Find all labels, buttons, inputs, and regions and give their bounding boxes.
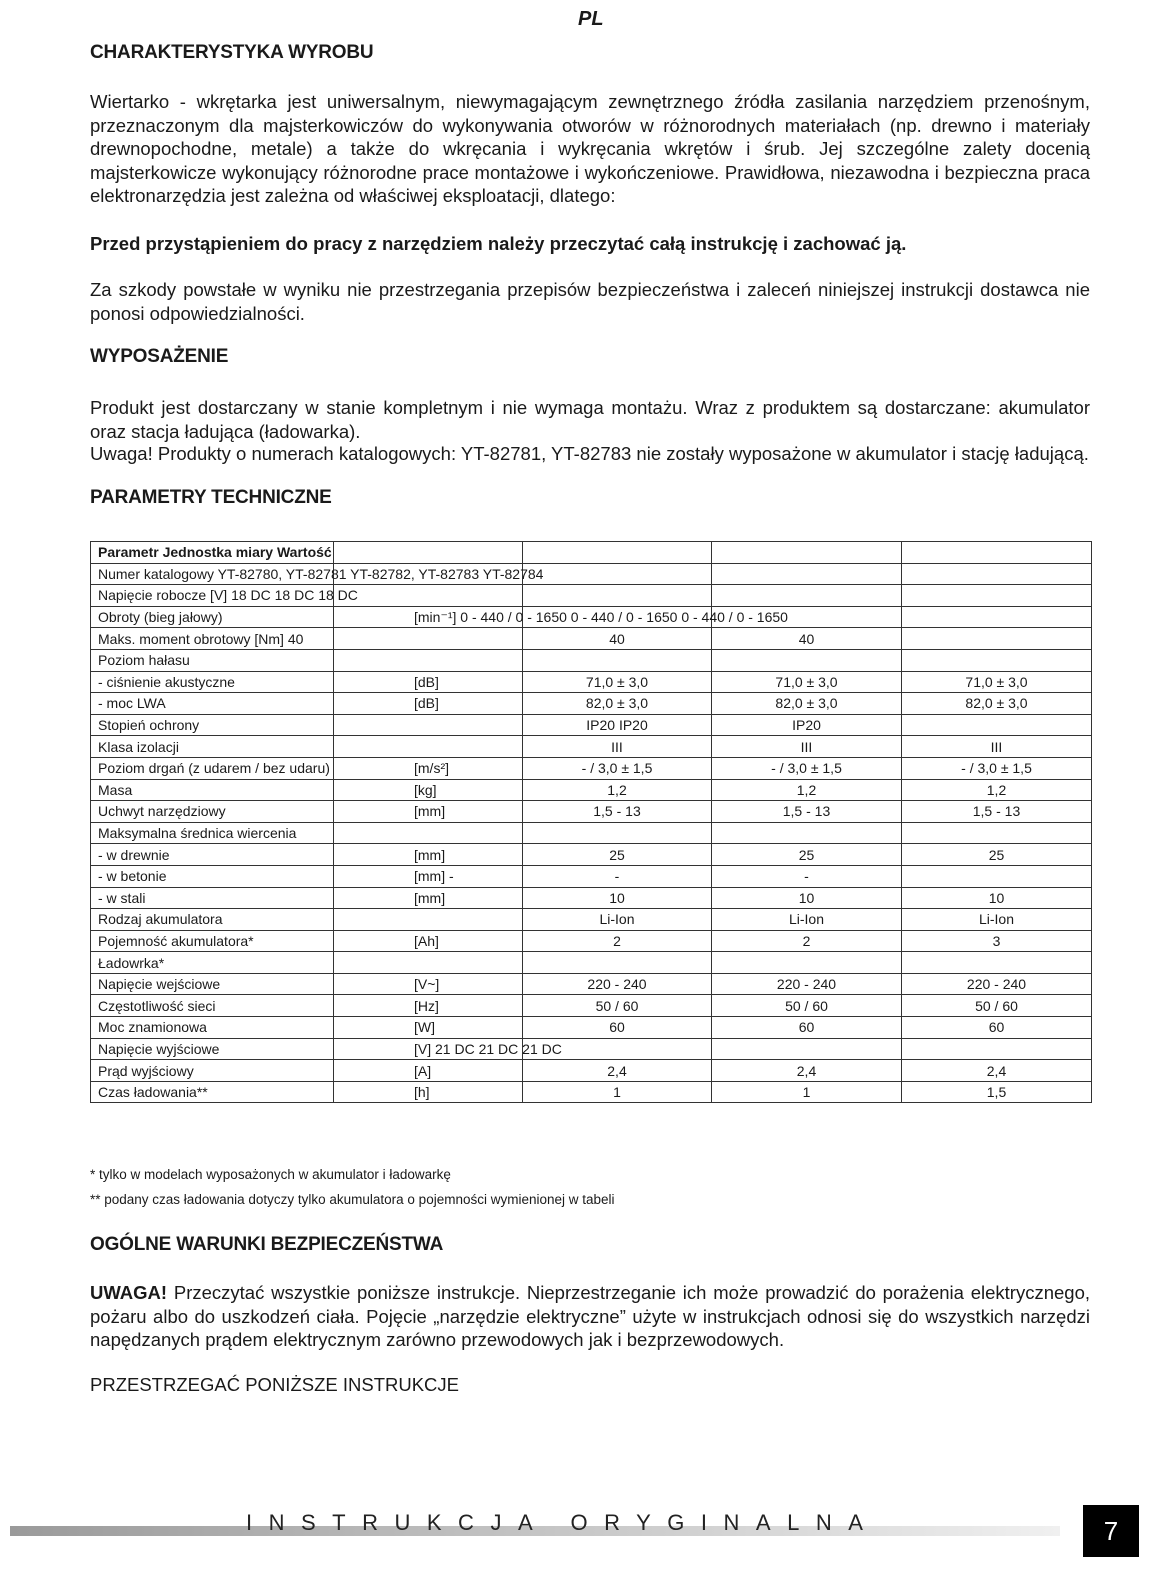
value-cell [523,649,712,671]
unit-cell: [dB] [334,693,523,715]
table-header-row [91,542,1092,564]
unit-cell: [h] [334,1081,523,1103]
value-cell: 220 - 240 [902,973,1092,995]
empty-cell [902,606,1092,628]
param-cell: Maksymalna średnica wiercenia [91,822,334,844]
value-cell: 2,4 [523,1060,712,1082]
value-cell: - / 3,0 ± 1,5 [523,757,712,779]
param-cell: Napięcie wyjściowe [91,1038,334,1060]
equipment-paragraph: Produkt jest dostarczany w stanie kompletnym i nie wymaga montażu. Wraz z produktem są dostarczane: akumulator oraz stacja ładująca (ładowarka). [90,397,1090,442]
param-cell: Napięcie wejściowe [91,973,334,995]
param-cell: Prąd wyjściowy [91,1060,334,1082]
table-row [91,1017,1092,1039]
param-cell: Klasa izolacji [91,736,334,758]
empty-cell [712,563,902,585]
value-cell: Li-Ion [523,909,712,931]
value-cell: III [902,736,1092,758]
value-cell: 1,5 - 13 [712,801,902,823]
table-row [91,671,1092,693]
value-cell: 10 [712,887,902,909]
param-cell: Poziom drgań (z udarem / bez udaru) [91,757,334,779]
table-row [91,930,1092,952]
safety-heading: OGÓLNE WARUNKI BEZPIECZEŃSTWA [90,1234,444,1255]
table-row [91,865,1092,887]
unit-cell: [V] 21 DC 21 DC 21 DC [334,1038,523,1060]
unit-cell: [m/s²] [334,757,523,779]
safety-warning-paragraph [90,1281,1090,1352]
value-cell: 60 [523,1017,712,1039]
value-cell: 60 [712,1017,902,1039]
value-cell: 50 / 60 [712,995,902,1017]
unit-cell [334,649,523,671]
value-cell: 50 / 60 [523,995,712,1017]
value-cell: - [523,865,712,887]
param-cell: Obroty (bieg jałowy) [91,606,334,628]
value-cell: III [712,736,902,758]
table-row [91,844,1092,866]
table-row [91,714,1092,736]
value-cell: 40 [712,628,902,650]
language-label: PL [578,8,604,30]
param-cell: Rodzaj akumulatora [91,909,334,931]
value-cell: 2,4 [902,1060,1092,1082]
value-cell: 1,5 - 13 [902,801,1092,823]
equipment-note: Uwaga! Produkty o numerach katalogowych: YT-82781, YT-82783 nie zostały wyposażone w akumulator i stację ładującą. [90,443,1089,464]
param-cell: Masa [91,779,334,801]
follow-instructions: PRZESTRZEGAĆ PONIŻSZE INSTRUKCJE [90,1374,460,1395]
value-cell: 1 [523,1081,712,1103]
param-cell: Uchwyt narzędziowy [91,801,334,823]
value-cell [902,865,1092,887]
value-cell: 2 [712,930,902,952]
value-cell: 82,0 ± 3,0 [523,693,712,715]
param-cell: Pojemność akumulatora* [91,930,334,952]
warning-label: UWAGA! [90,1282,168,1303]
characteristics-paragraph: Wiertarko - wkrętarka jest uniwersalnym, niewymagającym zewnętrznego źródła zasilania narzędziem przenośnym, przeznaczonym dla majsterkowiczów do wykonywania otworów w różnorodnych materiałach (np. drewno i materiały drewnopochodne, metale) a także do wkręcania i wykręcania wkrętów i śrub. Jej szczególne zalety docenią majsterkowicze wykonujący różnorodne prace montażowe i wykończeniowe. Prawidłowa, niezawodna i bezpieczna praca elektronarzędzia jest zależna od właściwej eksploatacji, dlatego: [90,91,1090,206]
param-cell: - w betonie [91,865,334,887]
table-row [91,952,1092,974]
value-cell: 1,2 [523,779,712,801]
unit-cell: [V~] [334,973,523,995]
table-row [91,563,1092,585]
table-row [91,693,1092,715]
value-cell: - / 3,0 ± 1,5 [712,757,902,779]
unit-cell: [A] [334,1060,523,1082]
table-row [91,1081,1092,1103]
value-cell [902,649,1092,671]
unit-cell: [kg] [334,779,523,801]
empty-cell [712,585,902,607]
value-cell [902,628,1092,650]
footnote-battery: * tylko w modelach wyposażonych w akumulator i ładowarkę [90,1167,451,1182]
param-cell: Moc znamionowa [91,1017,334,1039]
unit-cell: [min⁻¹] 0 - 440 / 0 - 1650 0 - 440 / 0 - 1650 0 - 440 / 0 - 1650 [334,606,523,628]
table-row [91,757,1092,779]
value-cell: 10 [523,887,712,909]
unit-cell: [Ah] [334,930,523,952]
param-cell: Poziom hałasu [91,649,334,671]
warning-text: Przeczytać wszystkie poniższe instrukcje. Nieprzestrzeganie ich może prowadzić do porażenia elektrycznego, pożaru albo do uszkodzeń ciała. Pojęcie „narzędzie elektryczne” użyte w instrukcjach odnosi się do wszystkich narzędzi napędzanych prądem elektrycznym zarówno przewodowych jak i bezprzewodowych. [90,1282,1090,1350]
footer-title: INSTRUKCJA ORYGINALNA [246,1510,880,1535]
unit-cell [334,736,523,758]
equipment-heading: WYPOSAŻENIE [90,346,229,367]
value-cell [902,822,1092,844]
param-cell: Czas ładowania** [91,1081,334,1103]
value-cell: 82,0 ± 3,0 [902,693,1092,715]
value-cell [902,714,1092,736]
empty-cell [523,563,712,585]
unit-cell [334,822,523,844]
technical-parameters-table [90,541,1092,1103]
value-cell: 60 [902,1017,1092,1039]
unit-cell: [mm] - [334,865,523,887]
param-cell: Częstotliwość sieci [91,995,334,1017]
table-row [91,995,1092,1017]
value-cell: 40 [523,628,712,650]
value-cell: 50 / 60 [902,995,1092,1017]
table-row [91,1038,1092,1060]
value-cell: 1,2 [712,779,902,801]
value-cell: 2,4 [712,1060,902,1082]
value-cell: 2 [523,930,712,952]
unit-cell [334,952,523,974]
footnote-charge-time: ** podany czas ładowania dotyczy tylko akumulatora o pojemności wymienionej w tabeli [90,1192,615,1207]
param-cell: Maks. moment obrotowy [Nm] 40 [91,628,334,650]
unit-cell: [mm] [334,887,523,909]
table-header-cell: Parametr Jednostka miary Wartość [91,542,334,564]
value-cell: 1,2 [902,779,1092,801]
param-cell: - moc LWA [91,693,334,715]
value-cell [523,952,712,974]
value-cell: - [712,865,902,887]
value-cell: 1,5 - 13 [523,801,712,823]
value-cell: 220 - 240 [523,973,712,995]
unit-cell: [mm] [334,844,523,866]
value-cell [523,822,712,844]
unit-cell [334,714,523,736]
param-cell: - w stali [91,887,334,909]
technical-heading: PARAMETRY TECHNICZNE [90,487,332,508]
param-cell: Stopień ochrony [91,714,334,736]
table-row [91,973,1092,995]
value-cell [902,952,1092,974]
param-cell: Ładowrka* [91,952,334,974]
unit-cell [334,909,523,931]
table-row [91,736,1092,758]
value-cell [712,952,902,974]
value-cell: 25 [712,844,902,866]
table-row [91,1060,1092,1082]
table-row [91,887,1092,909]
value-cell [712,649,902,671]
value-cell: 220 - 240 [712,973,902,995]
param-cell: Napięcie robocze [V] 18 DC 18 DC 18 DC [91,585,334,607]
empty-cell [523,585,712,607]
table-row [91,628,1092,650]
empty-cell [334,585,523,607]
param-cell: - w drewnie [91,844,334,866]
table-row [91,822,1092,844]
characteristics-heading: CHARAKTERYSTYKA WYROBU [90,42,374,63]
value-cell: 71,0 ± 3,0 [902,671,1092,693]
value-cell: 10 [902,887,1092,909]
value-cell [712,822,902,844]
value-cell: 1 [712,1081,902,1103]
empty-cell [902,563,1092,585]
value-cell: IP20 [712,714,902,736]
unit-cell: [dB] [334,671,523,693]
value-cell: 3 [902,930,1092,952]
read-instructions-notice: Przed przystąpieniem do pracy z narzędziem należy przeczytać całą instrukcję i zachować ją. [90,233,907,254]
value-cell: 71,0 ± 3,0 [712,671,902,693]
value-cell: 82,0 ± 3,0 [712,693,902,715]
value-cell: III [523,736,712,758]
value-cell: 25 [902,844,1092,866]
empty-cell [902,585,1092,607]
value-cell: Li-Ion [902,909,1092,931]
table-row [91,606,1092,628]
value-cell: - / 3,0 ± 1,5 [902,757,1092,779]
value-cell: Li-Ion [712,909,902,931]
liability-paragraph: Za szkody powstałe w wyniku nie przestrzegania przepisów bezpieczeństwa i zaleceń niniejszej instrukcji dostawca nie ponosi odpowiedzialności. [90,279,1090,324]
param-cell: - ciśnienie akustyczne [91,671,334,693]
value-cell: 25 [523,844,712,866]
empty-cell [902,1038,1092,1060]
table-row [91,585,1092,607]
value-cell: 1,5 [902,1081,1092,1103]
table-row [91,909,1092,931]
table-row [91,649,1092,671]
table-row [91,801,1092,823]
unit-cell: [mm] [334,801,523,823]
unit-cell: [W] [334,1017,523,1039]
unit-cell [334,628,523,650]
unit-cell: [Hz] [334,995,523,1017]
param-cell: Numer katalogowy YT-82780, YT-82781 YT-82782, YT-82783 YT-82784 [91,563,334,585]
value-cell: IP20 IP20 [523,714,712,736]
value-cell: 71,0 ± 3,0 [523,671,712,693]
table-row [91,779,1092,801]
page-number: 7 [1083,1505,1139,1557]
empty-cell [712,1038,902,1060]
